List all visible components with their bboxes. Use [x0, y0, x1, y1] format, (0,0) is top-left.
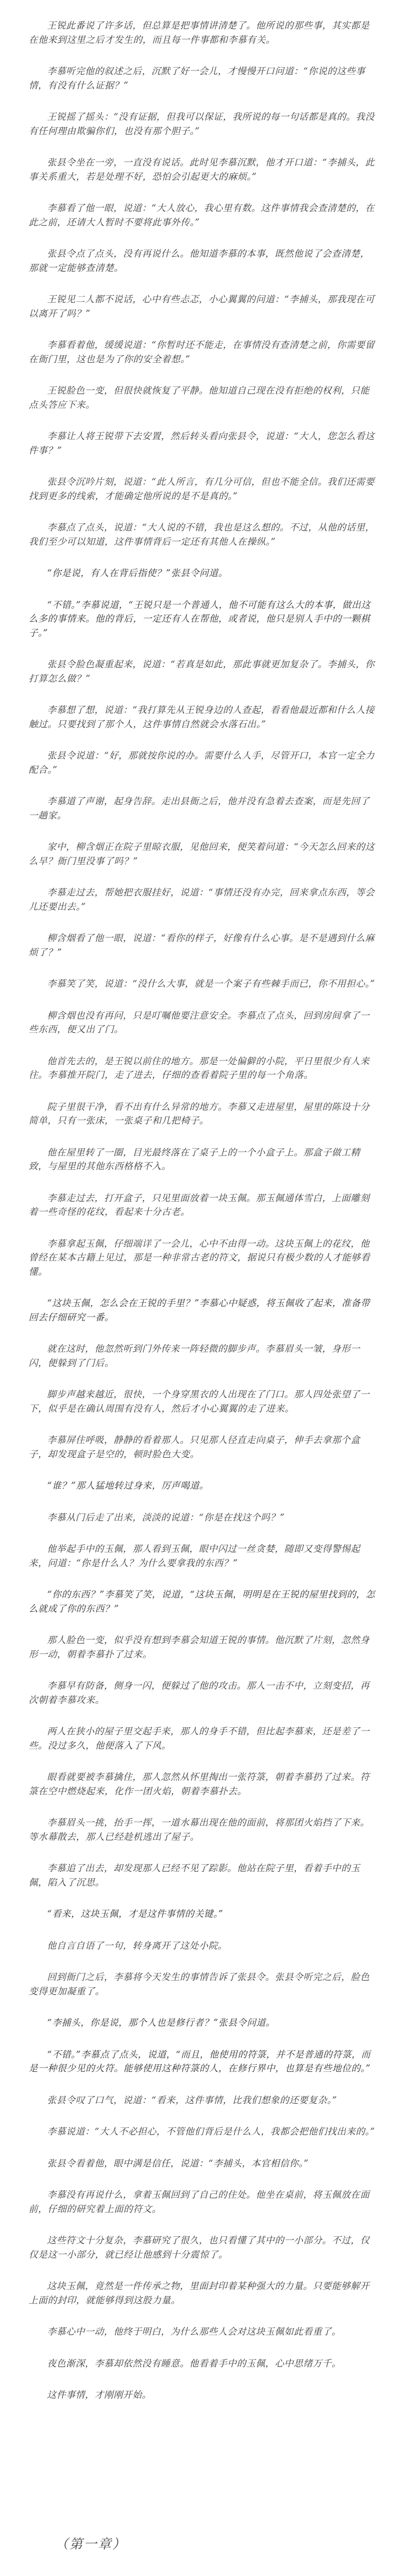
paragraph: 李慕道了声谢，起身告辞。走出县衙之后，他并没有急着去查案，而是先回了一趟家。 — [29, 795, 370, 821]
paragraph: 院子里很干净，看不出有什么异常的地方。李慕又走进屋里，屋里的陈设十分简单，只有一张床，一张桌子和几把椅子。 — [29, 1101, 370, 1126]
paragraph: 李慕走过去，打开盒子，只见里面放着一块玉佩。那玉佩通体雪白，上面雕刻着一些奇怪的花纹，看起来十分古老。 — [29, 1192, 370, 1217]
paragraph: 两人在狭小的屋子里交起手来，那人的身手不错，但比起李慕来，还是差了一些。没过多久，他便落入了下风。 — [29, 1726, 370, 1751]
paragraph: 李慕笑了笑，说道：“没什么大事，就是一个案子有些棘手而已，你不用担心。” — [47, 978, 375, 989]
paragraph: 柳含烟也没有再问，只是叮嘱他要注意安全。李慕点了点头，回到房间拿了一些东西，便又出了门。 — [29, 1009, 370, 1035]
paragraph: 李慕追了出去，却发现那人已经不见了踪影。他站在院子里，看着手中的玉佩，陷入了沉思。 — [29, 1862, 360, 1888]
paragraph: 眼看就要被李慕擒住，那人忽然从怀里掏出一张符箓，朝着李慕扔了过来。符箓在空中燃烧起来，化作一团火焰，朝着李慕扑去。 — [29, 1771, 370, 1796]
paragraph: 李慕眉头一挑，抬手一挥，一道水幕出现在他的面前，将那团火焰挡了下来。等水幕散去，那人已经趁机逃出了屋子。 — [29, 1817, 370, 1842]
paragraph: “不错。”李慕点了点头，说道，“而且，他使用的符箓，并不是普通的符箓，而是一种很少见的火符。能够使用这种符箓的人，在修行界中，也算是有些地位的。” — [29, 2048, 371, 2074]
paragraph: 李慕从门后走了出来，淡淡的说道：“你是在找这个吗？” — [47, 1511, 285, 1523]
paragraph: 李慕没有再说什么，拿着玉佩回到了自己的住处。他坐在桌前，将玉佩放在面前，仔细的研究着上面的符文。 — [29, 2189, 370, 2214]
paragraph: 张县令脸色凝重起来，说道：“若真是如此，那此事就更加复杂了。李捕头，你打算怎么做？” — [29, 659, 375, 684]
paragraph: 李慕拿起玉佩，仔细端详了一会儿，心中不由得一动。这块玉佩上的花纹，他曾经在某本古籍上见过，那是一种非常古老的符文，据说只有极少数的人才能够看懂。 — [29, 1237, 371, 1277]
paragraph: 王锐摇了摇头：“没有证据，但我可以保证，我所说的每一句话都是真的。我没有任何理由欺骗你们，也没有那个胆子。” — [29, 111, 375, 136]
paragraph: “这块玉佩，怎么会在王锐的手里？”李慕心中疑惑，将玉佩收了起来，准备带回去仔细研究一番。 — [29, 1297, 370, 1323]
paragraph: “看来，这块玉佩，才是这件事情的关键。” — [47, 1908, 223, 1919]
paragraph: 就在这时，他忽然听到门外传来一阵轻微的脚步声。李慕眉头一皱，身形一闪，便躲到了门后。 — [29, 1343, 360, 1368]
paragraph: 李慕听完他的叙述之后，沉默了好一会儿，才慢慢开口问道：“你说的这些事情，有没有什么证据？” — [29, 65, 365, 91]
paragraph: 王锐见二人都不说话，心中有些忐忑，小心翼翼的问道：“李捕头，那我现在可以离开了吗？” — [29, 294, 375, 319]
paragraph: 李慕让人将王锐带下去安置，然后转头看向张县令，说道：“大人，您怎么看这件事？” — [29, 430, 375, 456]
paragraph: 张县令坐在一旁，一直没有说话。此时见李慕沉默，他才开口道：“李捕头，此事关系重大，若是处理不好，恐怕会引起更大的麻烦。” — [29, 157, 375, 182]
paragraph: 那人脸色一变，似乎没有想到李慕会知道王锐的事情。他沉默了片刻，忽然身形一动，朝着李慕扑了过来。 — [29, 1634, 370, 1660]
paragraph: 李慕走过去，帮她把衣服挂好，说道：“事情还没有办完，回来拿点东西，等会儿还要出去。” — [29, 887, 375, 912]
paragraph: 他在屋里转了一圈，目光最终落在了桌子上的一个小盒子上。那盒子做工精致，与屋里的其他东西格格不入。 — [29, 1146, 360, 1171]
paragraph: 脚步声越来越近，很快，一个身穿黑衣的人出现在了门口。那人四处张望了一下，似乎是在确认周围有没有人，然后才小心翼翼的走了进来。 — [29, 1389, 370, 1414]
paragraph: 王锐脸色一变，但很快就恢复了平静。他知道自己现在没有拒绝的权利，只能点头答应下来。 — [29, 385, 370, 410]
paragraph: 李慕说道：“大人不必担心，不管他们背后是什么人，我都会把他们找出来的。” — [47, 2126, 375, 2137]
paragraph: 李慕想了想，说道：“我打算先从王锐身边的人查起，看看他最近都和什么人接触过。只要找到了那个人，这件事情自然就会水落石出。” — [29, 704, 375, 729]
paragraph: 他首先去的，是王锐以前住的地方。那是一处偏僻的小院，平日里很少有人来往。李慕推开院门，走了进去，仔细的查看着院子里的每一个角落。 — [29, 1055, 370, 1080]
paragraph: 这些符文十分复杂，李慕研究了很久，也只看懂了其中的一小部分。不过，仅仅是这一小部分，就已经让他感到十分震惊了。 — [29, 2235, 370, 2260]
paragraph: 张县令看着他，眼中满是信任，说道：“李捕头，本官相信你。” — [47, 2157, 309, 2169]
paragraph: 张县令点了点头，没有再说什么。他知道李慕的本事，既然他说了会查清楚，那就一定能够查清楚。 — [29, 248, 370, 273]
paragraph: “不错。”李慕说道，“王锐只是一个普通人，他不可能有这么大的本事，做出这么多的事情来。他的背后，一定还有人在帮他，或者说，他只是别人手中的一颗棋子。” — [29, 599, 371, 638]
paragraph: 李慕点了点头，说道：“大人说的不错，我也是这么想的。不过，从他的话里，我们至少可以知道，这件事情背后一定还有其他人在操纵。” — [29, 522, 375, 547]
paragraph: 李慕看了他一眼，说道：“大人放心，我心里有数。这件事情我会查清楚的，在此之前，还请大人暂时不要将此事外传。” — [29, 202, 375, 228]
paragraph: 家中，柳含烟正在院子里晾衣服，见他回来，便笑着问道：“今天怎么回来的这么早？衙门里没事了吗？” — [29, 841, 375, 866]
paragraph: “李捕头，你是说，那个人也是修行者？”张县令问道。 — [47, 2017, 276, 2028]
paragraph: 李慕心中一动，他终于明白，为什么那些人会对这块玉佩如此看重了。 — [47, 2326, 342, 2337]
paragraph: 王锐此番说了许多话，但总算是把事情讲清楚了。他所说的那些事，其实都是在他来到这里之后才发生的，而且每一件事都和李慕有关。 — [29, 20, 370, 45]
paragraph: “你是说，有人在背后指使？”张县令问道。 — [47, 567, 228, 578]
paragraph: 李慕看着他，缓缓说道：“你暂时还不能走，在事情没有查清楚之前，你需要留在衙门里，这也是为了你的安全着想。” — [29, 339, 375, 364]
paragraph: 李慕早有防备，侧身一闪，便躲过了他的攻击。那人一击不中，立刻变招，再次朝着李慕攻来。 — [29, 1680, 370, 1705]
paragraph: 柳含烟看了他一眼，说道：“看你的样子，好像有什么心事。是不是遇到什么麻烦了？” — [29, 932, 375, 958]
paragraph: 他自言自语了一句，转身离开了这处小院。 — [47, 1939, 228, 1951]
paragraph: 这件事情，才刚刚开始。 — [47, 2389, 152, 2400]
paragraph: 张县令沉吟片刻，说道：“此人所言，有几分可信，但也不能全信。我们还需要找到更多的线索，才能确定他所说的是不是真的。” — [29, 476, 375, 501]
paragraph: 夜色渐深，李慕却依然没有睡意。他看着手中的玉佩，心中思绪万千。 — [47, 2357, 342, 2369]
paragraph: 回到衙门之后，李慕将今天发生的事情告诉了张县令。张县令听完之后，脸色变得更加凝重了。 — [29, 1971, 370, 1997]
paragraph: 李慕屏住呼吸，静静的看着那人。只见那人径直走向桌子，伸手去拿那个盒子，却发现盒子是空的，顿时脸色大变。 — [29, 1434, 360, 1460]
chapter-end-mark: （第一章） — [55, 2536, 127, 2552]
paragraph: 他举起手中的玉佩，那人看到玉佩，眼中闪过一丝贪婪，随即又变得警惕起来，问道：“你是什么人？为什么要拿我的东西？” — [29, 1543, 360, 1568]
paragraph: “谁？”那人猛地转过身来，厉声喝道。 — [47, 1480, 209, 1491]
paragraph: 这块玉佩，竟然是一件传承之物，里面封印着某种强大的力量。只要能够解开上面的封印，就能够得到这股力量。 — [29, 2280, 370, 2306]
paragraph: 张县令说道：“好，那就按你说的办。需要什么人手，尽管开口，本官一定全力配合。” — [29, 750, 375, 775]
paragraph: “你的东西？”李慕笑了笑，说道，“这块玉佩，明明是在王锐的屋里找到的，怎么就成了你的东西？” — [29, 1589, 375, 1614]
paragraph: 张县令叹了口气，说道：“看来，这件事情，比我们想象的还要复杂。” — [47, 2094, 337, 2105]
chapter-body — [29, 19, 378, 2402]
